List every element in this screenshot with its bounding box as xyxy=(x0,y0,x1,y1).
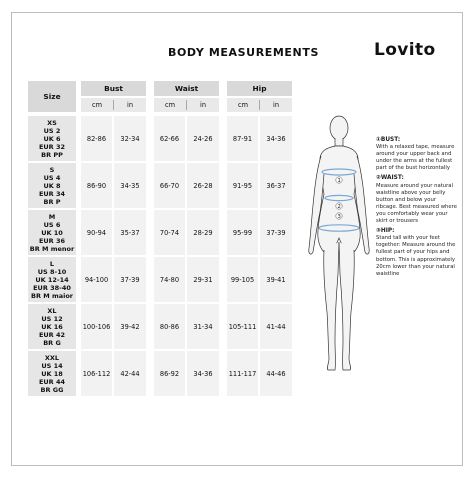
size-cell xyxy=(28,351,76,396)
bust-in-label: in xyxy=(126,101,133,109)
size-cell xyxy=(28,163,76,208)
bust-cm-cell: 94-100 xyxy=(81,257,112,302)
hip-in-cell: 41-44 xyxy=(260,304,292,349)
waist-in-cell: 29-31 xyxy=(187,257,219,302)
page-title: BODY MEASUREMENTS xyxy=(168,46,319,59)
size-cell xyxy=(28,210,76,255)
size-label-line: UK 10 xyxy=(41,228,63,237)
size-cell xyxy=(28,116,76,161)
size-header-label: Size xyxy=(28,81,76,112)
size-column-header xyxy=(28,81,76,112)
bust-instruction-heading: ①BUST: xyxy=(376,137,401,143)
bust-unit-row xyxy=(81,98,146,112)
waist-in-cell: 31-34 xyxy=(187,304,219,349)
size-label-line: XXL xyxy=(44,353,60,362)
bust-in-cell: 35-37 xyxy=(114,210,146,255)
size-label-line: UK 16 xyxy=(41,322,63,331)
size-label-line: UK 8 xyxy=(43,181,61,190)
size-label-line: BR GG xyxy=(40,385,64,394)
bust-cm-cell: 82-86 xyxy=(81,116,112,161)
size-label-line: EUR 44 xyxy=(38,377,66,386)
size-label-line: EUR 38-40 xyxy=(33,283,71,292)
waist-cm-cell: 66-70 xyxy=(154,163,185,208)
hip-in-cell: 39-41 xyxy=(260,257,292,302)
size-label-line: EUR 42 xyxy=(38,330,66,339)
bust-in-cell: 39-42 xyxy=(114,304,146,349)
size-label-line: UK 18 xyxy=(41,369,63,378)
hip-cm-cell: 87-91 xyxy=(227,116,258,161)
hip-header-label: Hip xyxy=(227,81,292,96)
size-label-line: BR M menor xyxy=(29,244,75,253)
bust-in-cell: 42-44 xyxy=(114,351,146,396)
waist-cm-cell: 70-74 xyxy=(154,210,185,255)
bust-cm-cell: 106-112 xyxy=(81,351,112,396)
hip-in-cell: 34-36 xyxy=(260,116,292,161)
size-label-line: BR PP xyxy=(41,150,63,159)
hip-cm-cell: 95-99 xyxy=(227,210,258,255)
hip-marker: 3 xyxy=(337,214,341,220)
size-cell xyxy=(28,257,76,302)
figure-neck xyxy=(335,139,343,146)
waist-cm-cell: 74-80 xyxy=(154,257,185,302)
size-label-line: EUR 32 xyxy=(38,142,66,151)
size-label-line: L xyxy=(49,259,55,268)
hip-in-cell: 36-37 xyxy=(260,163,292,208)
size-label-line: US 4 xyxy=(43,173,61,182)
brand-logo: Lovito xyxy=(374,40,436,60)
waist-in-cell: 24-26 xyxy=(187,116,219,161)
size-label-line: US 6 xyxy=(43,220,61,229)
waist-cm-cell: 62-66 xyxy=(154,116,185,161)
size-label-line: UK 12-14 xyxy=(35,275,69,284)
bust-in-cell: 32-34 xyxy=(114,116,146,161)
bust-marker: 1 xyxy=(337,178,341,184)
waist-cm-cell: 86-92 xyxy=(154,351,185,396)
bust-in-cell: 34-35 xyxy=(114,163,146,208)
bust-header-label: Bust xyxy=(81,81,146,96)
hip-in-cell: 37-39 xyxy=(260,210,292,255)
size-label-line: S xyxy=(49,165,55,174)
bust-instruction xyxy=(376,137,458,172)
waist-cm-label: cm xyxy=(154,100,187,110)
waist-in-cell: 34-36 xyxy=(187,351,219,396)
bust-cm-cell: 100-106 xyxy=(81,304,112,349)
waist-header xyxy=(154,81,219,112)
hip-header xyxy=(227,81,292,112)
bust-header xyxy=(81,81,146,112)
hip-unit-row xyxy=(227,98,292,112)
hip-cm-cell: 91-95 xyxy=(227,163,258,208)
size-label-line: US 14 xyxy=(41,361,63,370)
waist-in-cell: 28-29 xyxy=(187,210,219,255)
size-label-line: BR M maior xyxy=(30,291,73,300)
hip-instruction-heading: ③HIP: xyxy=(376,228,395,235)
hip-cm-cell: 99-105 xyxy=(227,257,258,302)
waist-in-label: in xyxy=(199,101,206,109)
hip-cm-cell: 105-111 xyxy=(227,304,258,349)
bust-cm-cell: 90-94 xyxy=(81,210,112,255)
figure-head xyxy=(330,116,348,140)
bust-cm-label: cm xyxy=(81,100,114,110)
size-cell xyxy=(28,304,76,349)
waist-header-label: Waist xyxy=(154,81,219,96)
figure-left-leg xyxy=(324,242,339,370)
waist-marker: 2 xyxy=(337,204,341,210)
bust-in-cell: 37-39 xyxy=(114,257,146,302)
body-figure-illustration xyxy=(300,112,378,374)
size-label-line: EUR 36 xyxy=(38,236,66,245)
bust-instruction-text: With a relaxed tape, measure around your upper back and under the arms at the fullest part of the bust horizontally xyxy=(376,144,455,172)
measurement-instructions xyxy=(376,137,458,281)
size-label-line: BR G xyxy=(43,338,61,347)
size-label-line: XS xyxy=(47,118,57,127)
figure-right-leg xyxy=(339,242,354,370)
waist-cm-cell: 80-86 xyxy=(154,304,185,349)
hip-instruction-text: Stand tall with your feet together: Measure around the fullest part of your hips and bottom. This is approximately 20cm lower than your natural waistline xyxy=(376,235,456,277)
size-label-line: US 2 xyxy=(43,126,61,135)
size-label-line: EUR 34 xyxy=(38,189,66,198)
size-label-line: XL xyxy=(47,306,57,315)
hip-in-label: in xyxy=(272,101,279,109)
bust-cm-cell: 86-90 xyxy=(81,163,112,208)
size-label-line: M xyxy=(48,212,56,221)
waist-in-cell: 26-28 xyxy=(187,163,219,208)
size-label-line: US 8-10 xyxy=(37,267,67,276)
size-label-line: BR P xyxy=(43,197,61,206)
waist-unit-row xyxy=(154,98,219,112)
hip-cm-cell: 111-117 xyxy=(227,351,258,396)
figure-torso xyxy=(318,146,360,252)
size-label-line: US 12 xyxy=(41,314,63,323)
size-label-line: UK 6 xyxy=(43,134,61,143)
hip-cm-label: cm xyxy=(227,100,260,110)
hip-in-cell: 44-46 xyxy=(260,351,292,396)
waist-instruction xyxy=(376,175,458,225)
waist-instruction-text: Measure around your natural waistline above your belly button and below your ribcage. Best measured where you comfortably wear your skirt or trousers xyxy=(376,182,457,225)
hip-instruction xyxy=(376,228,458,278)
waist-instruction-heading: ②WAIST: xyxy=(376,175,404,182)
